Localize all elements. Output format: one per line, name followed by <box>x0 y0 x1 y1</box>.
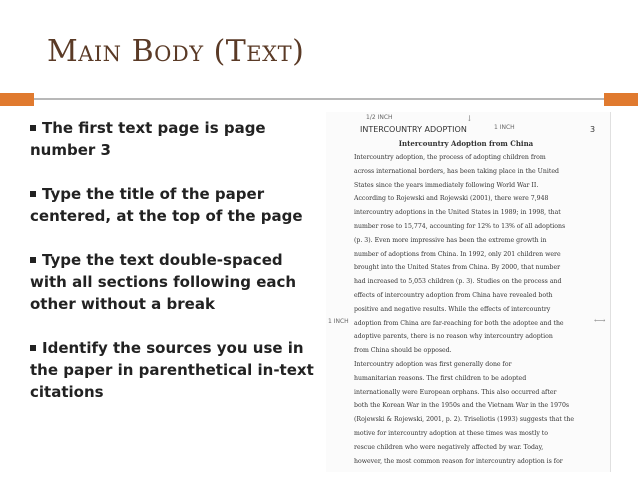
bullet-item: Type the title of the paper centered, at the top of the page <box>30 185 303 225</box>
paper-line: adoptive parents, there is no reason why intercountry adoption <box>354 333 553 341</box>
dim-arrow-right-icon: ⟷ <box>594 316 606 325</box>
bullet-item: Type the text double-spaced with all sections following each other without a break <box>30 251 297 313</box>
title-rule-accent <box>0 93 34 106</box>
dim-arrow-down-icon: ↓ <box>466 114 473 123</box>
running-head: INTERCOUNTRY ADOPTION <box>360 125 467 134</box>
paper-body <box>354 151 598 468</box>
paper-line: number rose to 15,774, accounting for 12% to 13% of all adoptions <box>354 222 566 230</box>
paper-line: (p. 3). Even more impressive has been the extreme growth in <box>354 236 547 244</box>
paper-line: effects of intercountry adoption from China have revealed both <box>354 291 553 299</box>
bullet-item: Identify the sources you use in the paper in parenthetical in-text citations <box>30 339 314 401</box>
paper-line: internationally were European orphans. This also occurred after <box>354 388 557 396</box>
bullet-item: The first text page is page number 3 <box>30 119 266 159</box>
paper-line: number of adoptions from China. In 1992, only 201 children were <box>354 250 561 258</box>
paper-line: intercountry adoptions in the United States in 1989; in 1998, that <box>354 209 561 217</box>
bullet-list <box>30 117 322 425</box>
title-rule-accent-right <box>604 93 638 106</box>
dim-one-inch-left: 1 INCH <box>328 318 349 325</box>
square-bullet-icon <box>30 345 36 351</box>
paper-line: (Rojewski & Rojewski, 2001, p. 2). Triseliotis (1993) suggests that the <box>354 416 575 424</box>
paper-line: rescue children who were negatively affected by war. Today, <box>354 443 544 451</box>
paper-line: had increased to 5,053 children (p. 3). Studies on the process and <box>354 278 562 286</box>
paper-line: positive and negative results. While the effects of intercountry <box>354 305 551 313</box>
paper-line: motive for intercountry adoption at these times was mostly to <box>354 429 548 437</box>
paper-title: Intercountry Adoption from China <box>398 139 534 148</box>
paper-line: According to Rojewski and Rojewski (2001), there were 7,948 <box>354 195 549 203</box>
paper-line: adoption from China are far-reaching for both the adoptee and the <box>354 319 564 327</box>
paper-line: Intercountry adoption, the process of adopting children from <box>354 154 546 161</box>
page-number: 3 <box>590 125 596 134</box>
square-bullet-icon <box>30 125 36 131</box>
dim-half-inch: 1/2 INCH <box>366 114 393 121</box>
dim-one-inch-top: 1 INCH <box>494 124 515 131</box>
paper-line: Intercountry adoption was first generally done for <box>354 360 512 368</box>
paper-line: both the Korean War in the 1950s and the Vietnam War in the 1970s <box>354 402 570 410</box>
sample-paper-page <box>326 112 611 472</box>
title-rule-line <box>34 98 638 100</box>
paper-line: across international borders, has been taking place in the United <box>354 167 559 175</box>
paper-line: brought into the United States from China. By 2000, that number <box>354 264 561 272</box>
slide-title: Main Body (Text) <box>47 34 305 69</box>
square-bullet-icon <box>30 191 36 197</box>
paper-line: however, the most common reason for intercountry adoption is for <box>354 457 563 465</box>
paper-line: States since the years immediately following World War II. <box>354 181 539 189</box>
paper-line: humanitarian reasons. The first children to be adopted <box>354 374 527 382</box>
square-bullet-icon <box>30 257 36 263</box>
paper-line: from China should be opposed. <box>354 347 452 355</box>
